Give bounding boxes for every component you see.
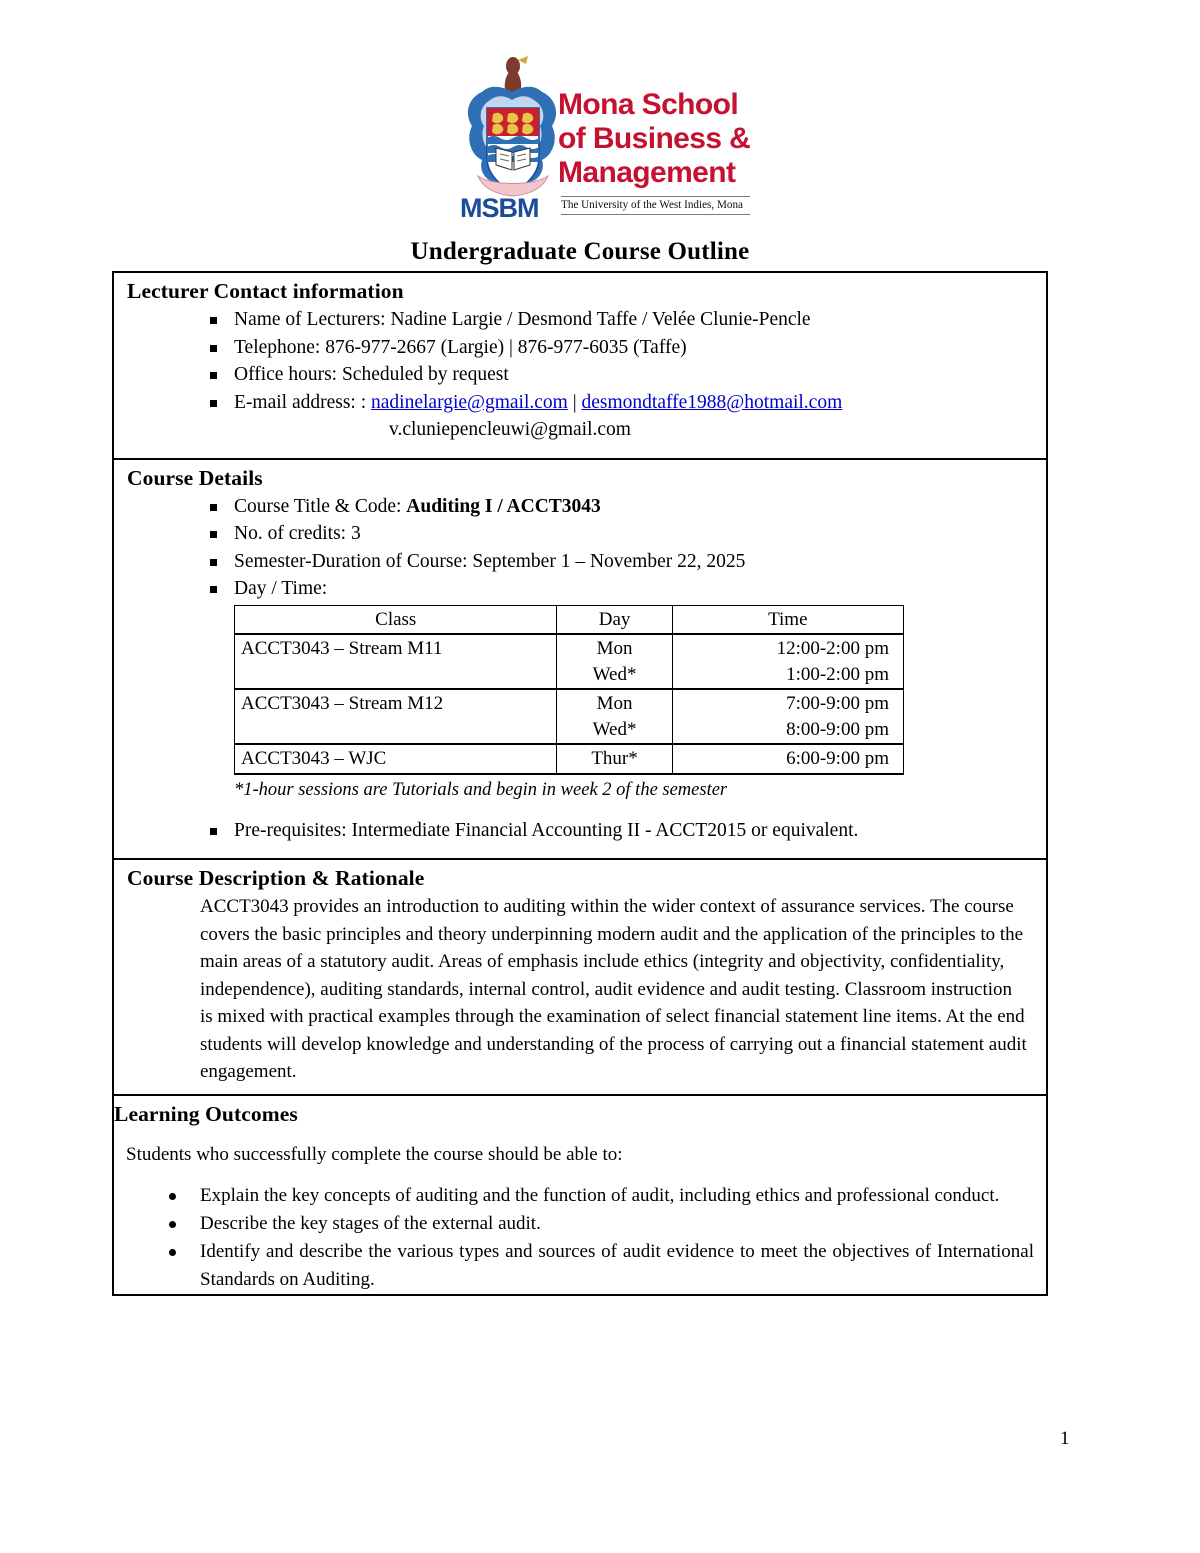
email-link-largie[interactable]: nadinelargie@gmail.com — [371, 391, 568, 413]
course-description-body: ACCT3043 provides an introduction to auditing within the wider context of assurance services. The course covers the basic principles and theory underpinning modern audit and the application of the principles to the main areas of a statutory audit. Areas of emphasis include ethics (integrity and objectivity, confidentiality, independence), auditing standards, internal control, audit evidence and audit testing. Classroom instruction is mixed with practical examples through the examination of select financial statement line items. At the end students will develop knowledge and understanding of the process of carrying out a financial statement audit engagement. — [200, 896, 1027, 1082]
logo-wordmark — [558, 88, 758, 190]
email-text-clunie-pencle: v.cluniepencleuwi@gmail.com — [389, 419, 631, 440]
cell-time — [672, 689, 903, 744]
logo-line-1: Mona School — [558, 88, 739, 121]
cell-day: Thur* — [557, 744, 672, 774]
table-row — [235, 634, 904, 689]
list-item: Identify and describe the various types and sources of audit evidence to meet the objectives of International Standards on Auditing. — [114, 1238, 1046, 1294]
course-details-heading: Course Details — [127, 465, 263, 490]
course-outline-frame — [112, 271, 1048, 1296]
msbm-footer-row — [460, 194, 760, 224]
list-item-semester: Semester-Duration of Course: September 1 – November 22, 2025 — [114, 548, 1046, 576]
list-item: Explain the key concepts of auditing and the function of audit, including ethics and professional conduct. — [114, 1182, 1046, 1210]
column-header-time: Time — [672, 605, 903, 634]
list-item-day-time: Day / Time: — [114, 575, 1046, 603]
table-header-row — [235, 605, 904, 634]
learning-outcomes-list — [114, 1182, 1046, 1294]
section-learning-outcomes — [114, 1096, 1046, 1295]
cell-time — [672, 634, 903, 689]
cell-day-line: Mon — [596, 638, 633, 659]
schedule-table-wrap — [114, 603, 1046, 775]
email-link-taffe[interactable]: desmondtaffe1988@hotmail.com — [581, 391, 843, 413]
cell-time-line: 1:00-2:00 pm — [786, 663, 889, 685]
spacer — [114, 803, 1046, 817]
msbm-logo — [455, 50, 755, 225]
cell-time-line: 7:00-9:00 pm — [786, 693, 889, 714]
course-details-list — [114, 493, 1046, 603]
lecturer-contact-heading: Lecturer Contact information — [127, 279, 404, 303]
cell-day — [557, 634, 672, 689]
spacer — [114, 844, 1046, 858]
course-description-heading: Course Description & Rationale — [127, 866, 425, 890]
page-title: Undergraduate Course Outline — [410, 238, 750, 265]
page-number: 1 — [1060, 1428, 1070, 1449]
section-course-details — [114, 460, 1046, 861]
logo-line-2: of Business & — [558, 122, 751, 155]
list-item-prerequisites: Pre-requisites: Intermediate Financial Accounting II - ACCT2015 or equivalent. — [114, 817, 1046, 845]
prerequisites-list — [114, 817, 1046, 845]
list-item-credits: No. of credits: 3 — [114, 520, 1046, 548]
learning-outcomes-heading: Learning Outcomes — [114, 1101, 298, 1126]
lecturer-contact-list — [114, 306, 1046, 416]
list-item-email — [114, 389, 1046, 417]
list-item: Office hours: Scheduled by request — [114, 361, 1046, 389]
logo-line-3: Management — [558, 156, 736, 189]
uwi-tagline: The University of the West Indies, Mona — [561, 196, 750, 215]
list-item-course-title — [114, 493, 1046, 521]
cell-class: ACCT3043 – WJC — [235, 744, 557, 774]
list-item: Telephone: 876-977-2667 (Largie) | 876-977-6035 (Taffe) — [114, 334, 1046, 362]
list-item: Name of Lecturers: Nadine Largie / Desmond Taffe / Velée Clunie-Pencle — [114, 306, 1046, 334]
cell-time-line: 8:00-9:00 pm — [786, 718, 889, 740]
table-row — [235, 744, 904, 774]
learning-outcomes-intro: Students who successfully complete the course should be able to: — [126, 1143, 623, 1165]
cell-time: 6:00-9:00 pm — [672, 744, 903, 774]
section-course-description — [114, 860, 1046, 1096]
cell-day-line: Wed* — [592, 663, 637, 685]
column-header-class: Class — [235, 605, 557, 634]
table-row — [235, 689, 904, 744]
cell-day-line: Mon — [596, 693, 633, 714]
cell-class: ACCT3043 – Stream M11 — [235, 634, 557, 689]
cell-day — [557, 689, 672, 744]
cell-class: ACCT3043 – Stream M12 — [235, 689, 557, 744]
spacer — [114, 444, 1046, 458]
schedule-footnote: *1-hour sessions are Tutorials and begin in week 2 of the semester — [234, 779, 728, 800]
email-label: E-mail address: : — [234, 391, 367, 413]
cell-day-line: Wed* — [592, 718, 637, 740]
list-item: Describe the key stages of the external audit. — [114, 1210, 1046, 1238]
cell-time-line: 12:00-2:00 pm — [776, 638, 889, 659]
schedule-table — [234, 605, 904, 775]
email-separator: | — [572, 391, 577, 413]
course-title-value: Auditing I / ACCT3043 — [406, 495, 601, 517]
course-title-label: Course Title & Code: — [234, 495, 402, 517]
msbm-acronym: MSBM — [460, 193, 539, 223]
column-header-day: Day — [557, 605, 672, 634]
spacer — [114, 1168, 1046, 1182]
section-lecturer-contact — [114, 273, 1046, 460]
uwi-coat-of-arms-icon — [460, 52, 565, 207]
